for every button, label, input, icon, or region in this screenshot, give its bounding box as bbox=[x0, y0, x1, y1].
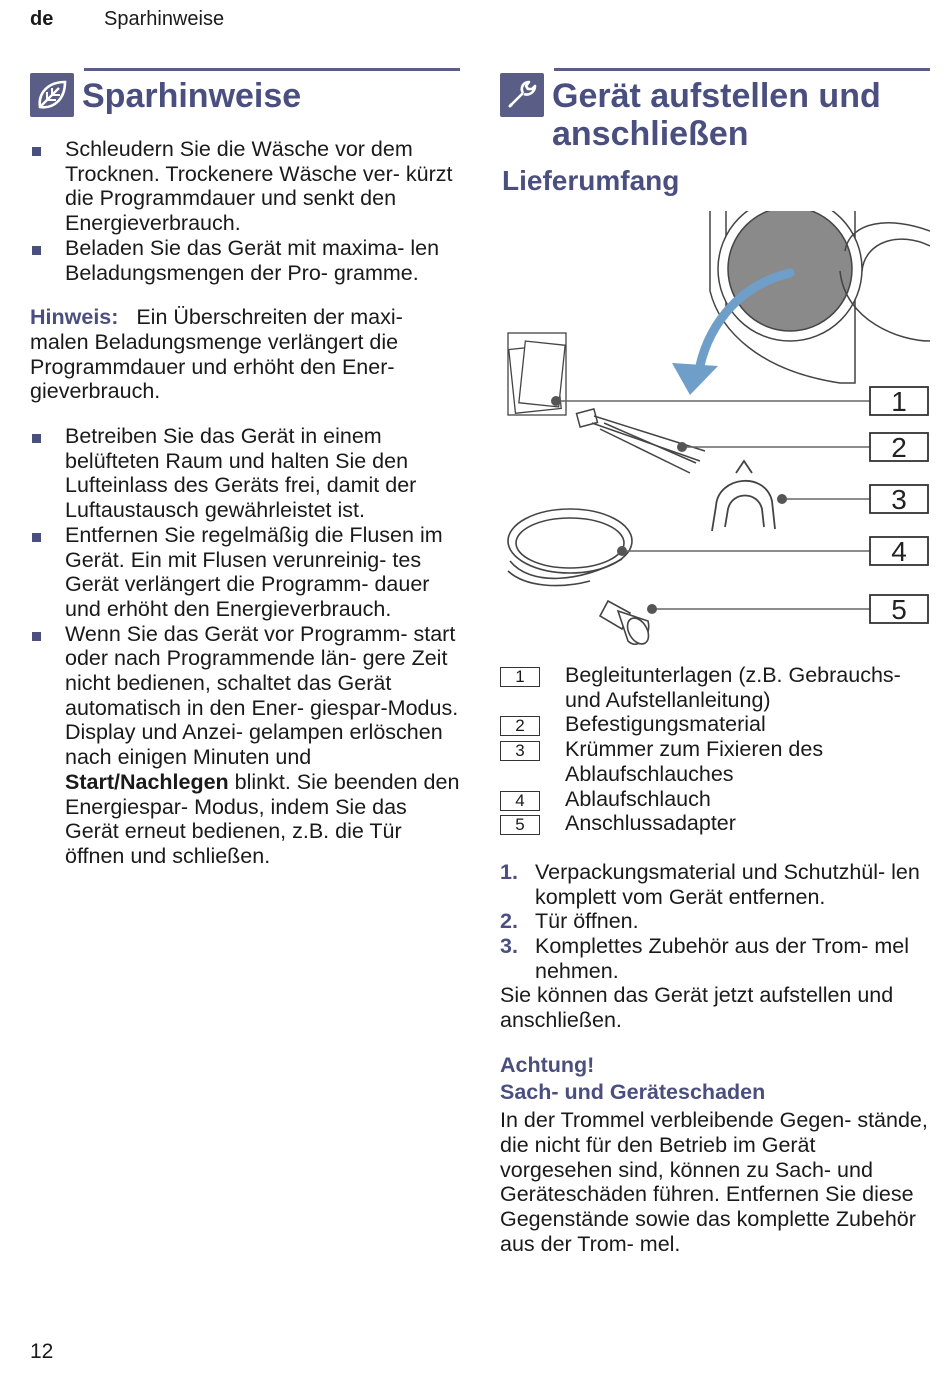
button-name-bold: Start/Nachlegen bbox=[65, 769, 229, 794]
hose-bracket-icon bbox=[712, 461, 775, 531]
legend-text: Begleitunterlagen (z.B. Gebrauchs- und Aufstellanleitung) bbox=[565, 663, 901, 712]
figure-number: 5 bbox=[891, 594, 907, 625]
legend-number: 2 bbox=[500, 716, 540, 736]
legend-row bbox=[500, 737, 930, 786]
legend-text: Krümmer zum Fixieren des Ablaufschlauches bbox=[565, 737, 824, 786]
legend-row bbox=[500, 663, 930, 712]
step-text: Verpackungsmaterial und Schutzhül- len komplett vom Gerät entfernen. bbox=[535, 859, 920, 909]
legend-number: 3 bbox=[500, 741, 540, 761]
adapter-icon bbox=[600, 601, 653, 648]
page-header-title: Sparhinweise bbox=[104, 8, 225, 30]
leader-lines bbox=[556, 401, 870, 609]
wrench-icon bbox=[500, 73, 544, 117]
figure-number: 3 bbox=[891, 484, 907, 515]
list-item-text: Wenn Sie das Gerät vor Programm- start oder nach Programmende län- gere Zeit nicht bedienen, schaltet das Gerät automatisch in den Ener- giespar-Modus. Display und Anzei- gelampen erlöschen nach einigen Minuten und bbox=[65, 621, 459, 770]
step-number: 1. bbox=[500, 859, 518, 884]
section-heading bbox=[30, 71, 460, 117]
steps-list bbox=[500, 860, 930, 984]
legend-text: Anschlussadapter bbox=[565, 811, 736, 836]
legend-number: 4 bbox=[500, 791, 540, 811]
tips-list-b bbox=[30, 424, 460, 869]
list-item bbox=[30, 622, 460, 869]
page-header-lang: de bbox=[30, 8, 54, 30]
right-column bbox=[500, 68, 930, 1256]
legend-row bbox=[500, 712, 930, 737]
title-line: Gerät aufstellen und bbox=[552, 77, 881, 115]
warning-subtitle: Sach- und Geräteschaden bbox=[500, 1079, 766, 1104]
cable-ties-icon bbox=[576, 409, 705, 473]
delivery-scope-illustration bbox=[500, 211, 930, 651]
list-item: Entfernen Sie regelmäßig die Flusen im Gerät. Ein mit Flusen verunreinig- tes Gerät verlängert die Programm- dauer und erhöht den Energieverbrauch. bbox=[30, 523, 460, 622]
section-heading bbox=[500, 71, 930, 153]
list-item-text: blinkt. Sie beenden den Energiespar- Modus, indem Sie das Gerät erneut bedienen, z.B. die Tür öffnen und schließen. bbox=[65, 769, 460, 868]
step-item bbox=[500, 860, 930, 909]
drain-hose-icon bbox=[508, 509, 632, 586]
warning-block bbox=[500, 1053, 930, 1257]
figure-number: 4 bbox=[891, 536, 907, 567]
left-column bbox=[30, 68, 460, 869]
legend-list bbox=[500, 663, 930, 836]
arrow-head bbox=[672, 363, 718, 395]
legend-text: Befestigungsmaterial bbox=[565, 712, 766, 737]
warning-text: In der Trommel verbleibende Gegen- stände, die nicht für den Betrieb im Gerät vorgesehen sind, können zu Sach- und Geräteschäden führen. Entfernen Sie diese Gegenstände sowie das komplette Zubehör aus der Trom- mel. bbox=[500, 1108, 928, 1256]
warning-title: Achtung! bbox=[500, 1052, 595, 1077]
note-paragraph bbox=[30, 305, 460, 404]
figure-number: 2 bbox=[891, 432, 907, 463]
step-number: 2. bbox=[500, 909, 518, 934]
step-item bbox=[500, 934, 930, 983]
page-number: 12 bbox=[30, 1340, 54, 1363]
subsection-title: Lieferumfang bbox=[502, 165, 680, 196]
list-item: Beladen Sie das Gerät mit maxima- len Beladungsmengen der Pro- gramme. bbox=[30, 236, 460, 285]
legend-text: Ablaufschlauch bbox=[565, 786, 711, 811]
after-steps-text: Sie können das Gerät jetzt aufstellen und anschließen. bbox=[500, 983, 894, 1033]
leaf-icon bbox=[30, 73, 74, 117]
tips-list-a bbox=[30, 137, 460, 285]
list-item: Betreiben Sie das Gerät in einem belüfteten Raum und halten Sie den Lufteinlass des Geräts frei, damit der Luftaustausch gewährleistet ist. bbox=[30, 424, 460, 523]
step-number: 3. bbox=[500, 934, 518, 959]
section-title: Sparhinweise bbox=[82, 77, 302, 115]
step-item bbox=[500, 909, 930, 934]
note-text: Ein Überschreiten der maxi- malen Beladungsmenge verlängert die Programmdauer und erhöht den Ener- gieverbrauch. bbox=[30, 305, 403, 404]
step-text: Tür öffnen. bbox=[535, 909, 639, 934]
legend-row bbox=[500, 787, 930, 812]
section-title bbox=[552, 77, 881, 153]
list-item: Schleudern Sie die Wäsche vor dem Trocknen. Trockenere Wäsche ver- kürzt die Programmdauer und senkt den Energieverbrauch. bbox=[30, 137, 460, 236]
figure-number: 1 bbox=[891, 386, 907, 417]
legend-number: 5 bbox=[500, 815, 540, 835]
note-label: Hinweis: bbox=[30, 305, 119, 330]
legend-number: 1 bbox=[500, 667, 540, 687]
step-text: Komplettes Zubehör aus der Trom- mel nehmen. bbox=[535, 934, 910, 983]
title-line: anschließen bbox=[552, 115, 749, 153]
legend-row bbox=[500, 811, 930, 836]
